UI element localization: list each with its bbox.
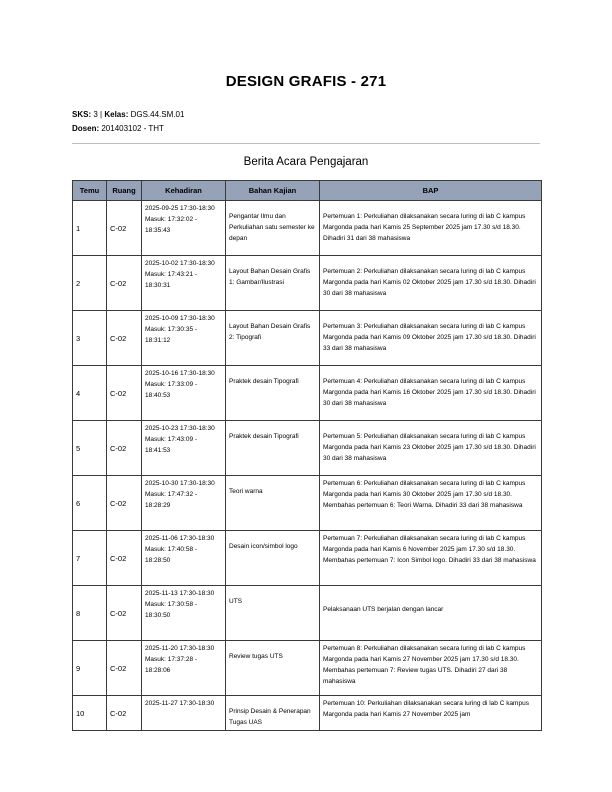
cell-bahan-kajian: Praktek desain Tipografi	[226, 366, 320, 421]
cell-kehadiran: 2025-10-16 17:30-18:30 Masuk: 17:33:09 - 18:40:53	[142, 366, 226, 421]
cell-temu: 1	[73, 201, 107, 256]
cell-temu: 7	[73, 531, 107, 586]
table-row	[73, 641, 542, 696]
cell-ruang: C-02	[107, 256, 142, 311]
cell-ruang: C-02	[107, 476, 142, 531]
cell-temu: 6	[73, 476, 107, 531]
cell-kehadiran: 2025-10-09 17:30-18:30 Masuk: 17:30:35 - 18:31:12	[142, 311, 226, 366]
cell-kehadiran: 2025-10-30 17:30-18:30 Masuk: 17:47:32 - 18:28:29	[142, 476, 226, 531]
table-row	[73, 311, 542, 366]
cell-bap: Pertemuan 6: Perkuliahan dilaksanakan secara luring di lab C kampus Margonda pada hari Kamis 30 Oktober 2025 jam 17.30 s/d 18.30. Membahas pertemuan 6: Teori Warna. Dihadiri 33 dari 38 mahasiswa	[320, 476, 542, 531]
cell-kehadiran: 2025-11-20 17:30-18:30 Masuk: 17:37:28 - 18:28:06	[142, 641, 226, 696]
table-row	[73, 476, 542, 531]
cell-ruang: C-02	[107, 421, 142, 476]
table-row	[73, 586, 542, 641]
kelas-value: DGS.44.SM.01	[130, 110, 185, 119]
cell-ruang: C-02	[107, 696, 142, 731]
course-info-line: SKS: 3 | Kelas: DGS.44.SM.01	[72, 110, 185, 119]
cell-temu: 3	[73, 311, 107, 366]
table-row	[73, 256, 542, 311]
cell-bap: Pertemuan 8: Perkuliahan dilaksanakan secara luring di lab C kampus Margonda pada hari Kamis 27 November 2025 jam 17.30 s/d 18.30. Membahas pertemuan 7: Review tugas UTS. Dihadiri 27 dari 38 mahasiswa	[320, 641, 542, 696]
col-header-bahan-kajian: Bahan Kajian	[226, 181, 320, 201]
cell-kehadiran: 2025-11-06 17:30-18:30 Masuk: 17:40:58 - 18:28:50	[142, 531, 226, 586]
cell-bap: Pertemuan 3: Perkuliahan dilaksanakan secara luring di lab C kampus Margonda pada hari Kamis 09 Oktober 2025 jam 17.30 s/d 18.30. Dihadiri 33 dari 38 mahasiswa	[320, 311, 542, 366]
cell-temu: 8	[73, 586, 107, 641]
cell-kehadiran: 2025-10-23 17:30-18:30 Masuk: 17:43:09 - 18:41:53	[142, 421, 226, 476]
col-header-temu: Temu	[73, 181, 107, 201]
cell-temu: 10	[73, 696, 107, 731]
col-header-bap: BAP	[320, 181, 542, 201]
cell-temu: 4	[73, 366, 107, 421]
cell-kehadiran: 2025-11-27 17:30-18:30	[142, 696, 226, 731]
cell-bahan-kajian: Review tugas UTS	[226, 641, 320, 696]
cell-bap: Pertemuan 2: Perkuliahan dilaksanakan secara luring di lab C kampus Margonda pada hari Kamis 02 Oktober 2025 jam 17.30 s/d 18.30. Dihadiri 30 dari 38 mahasiswa	[320, 256, 542, 311]
dosen-label: Dosen:	[72, 124, 100, 133]
cell-ruang: C-02	[107, 531, 142, 586]
cell-temu: 2	[73, 256, 107, 311]
cell-bahan-kajian: Praktek desain Tipografi	[226, 421, 320, 476]
cell-ruang: C-02	[107, 201, 142, 256]
lecturer-line	[72, 124, 164, 133]
cell-bap: Pertemuan 1: Perkuliahan dilaksanakan secara luring di lab C kampus Margonda pada hari Kamis 25 September 2025 jam 17.30 s/d 18.30. Dihadiri 31 dari 38 mahasiswa	[320, 201, 542, 256]
page-title: DESIGN GRAFIS - 271	[225, 73, 387, 90]
cell-kehadiran: 2025-10-02 17:30-18:30 Masuk: 17:43:21 - 18:30:31	[142, 256, 226, 311]
cell-kehadiran: 2025-09-25 17:30-18:30 Masuk: 17:32:02 - 18:35:43	[142, 201, 226, 256]
cell-bap: Pertemuan 7: Perkuliahan dilaksanakan secara luring di lab C kampus Margonda pada hari Kamis 6 November 2025 jam 17.30 s/d 18.30. Membahas pertemuan 7: Icon Simbol logo. Dihadiri 33 dari 38 mahasiswa	[320, 531, 542, 586]
cell-bap: Pelaksanaan UTS berjalan dengan lancar	[320, 586, 542, 641]
cell-bahan-kajian: Teori warna	[226, 476, 320, 531]
cell-bahan-kajian: Desain icon/simbol logo	[226, 531, 320, 586]
divider	[72, 143, 540, 144]
cell-bahan-kajian: UTS	[226, 586, 320, 641]
cell-bahan-kajian: Layout Bahan Desain Grafis 2: Tipografi	[226, 311, 320, 366]
bap-table	[72, 180, 542, 731]
cell-ruang: C-02	[107, 311, 142, 366]
sks-label: SKS:	[72, 110, 92, 119]
sks-value: 3	[93, 110, 98, 119]
cell-bahan-kajian: Layout Bahan Desain Grafis 1: Gambar/Ilustrasi	[226, 256, 320, 311]
section-title: Berita Acara Pengajaran	[243, 156, 369, 168]
table-header-row	[73, 181, 542, 201]
table-row	[73, 531, 542, 586]
cell-temu: 5	[73, 421, 107, 476]
cell-ruang: C-02	[107, 366, 142, 421]
kelas-label: Kelas:	[104, 110, 129, 119]
table-row	[73, 696, 542, 731]
cell-bahan-kajian: Prinsip Desain & Penerapan Tugas UAS	[226, 696, 320, 731]
table-row	[73, 201, 542, 256]
col-header-kehadiran: Kehadiran	[142, 181, 226, 201]
cell-kehadiran: 2025-11-13 17:30-18:30 Masuk: 17:30:58 - 18:30:50	[142, 586, 226, 641]
cell-bap: Pertemuan 5: Perkuliahan dilaksanakan secara luring di lab C kampus Margonda pada hari Kamis 23 Oktober 2025 jam 17.30 s/d 18.30. Dihadiri 30 dari 38 mahasiswa	[320, 421, 542, 476]
table-row	[73, 366, 542, 421]
cell-ruang: C-02	[107, 641, 142, 696]
dosen-value: 201403102 - THT	[101, 124, 164, 133]
cell-ruang: C-02	[107, 586, 142, 641]
col-header-ruang: Ruang	[107, 181, 142, 201]
cell-bap: Pertemuan 4: Perkuliahan dilaksanakan secara luring di lab C kampus Margonda pada hari Kamis 16 Oktober 2025 jam 17.30 s/d 18.30. Dihadiri 30 dari 38 mahasiswa	[320, 366, 542, 421]
table-row	[73, 421, 542, 476]
cell-bahan-kajian: Pengantar Ilmu dan Perkuliahan satu semester ke depan	[226, 201, 320, 256]
cell-bap: Pertemuan 10: Perkuliahan dilaksanakan secara luring di lab C kampus Margonda pada hari Kamis 27 November 2025 jam	[320, 696, 542, 731]
cell-temu: 9	[73, 641, 107, 696]
